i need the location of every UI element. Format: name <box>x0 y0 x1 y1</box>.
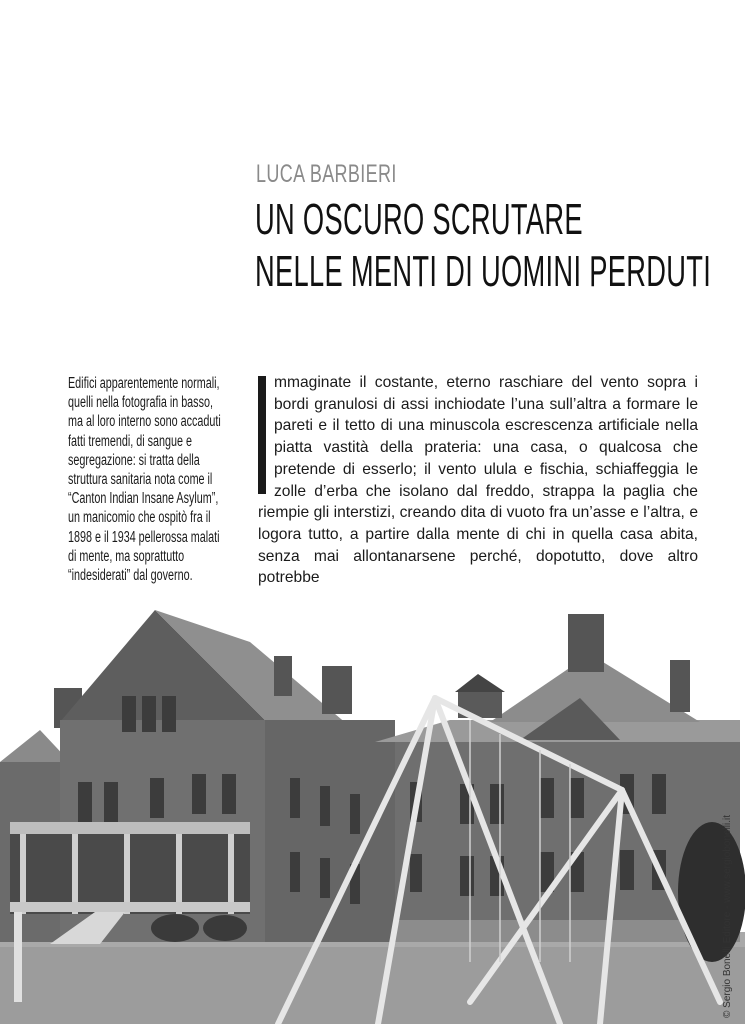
copyright-credit: © Sergio Bonelli Editore - www.sergiobonelli.it <box>722 814 733 1018</box>
drop-cap <box>258 376 266 494</box>
title-line-1: UN OSCURO SCRUTARE <box>255 195 583 244</box>
author-name: LUCA BARBIERI <box>256 160 397 188</box>
photo-caption: Edifici apparentemente normali, quelli nella fotografia in basso, ma al loro interno sono accaduti fatti tremendi, di sangue e segregazione: si tratta della struttura sanitaria nota come il “Canton Indian Insane Asylum”, un manicomio che ospitò fra il 1898 e il 1934 pellerossa malati di mente, ma soprattutto “indesiderati” dal governo. <box>68 375 221 585</box>
body-text: mmaginate il costante, eterno raschiare del vento sopra i bordi granulosi di assi inchiodate l’una sull’altra a formare le pareti e il tetto di una minuscola escrescenza artificiale nella piatta vastità della prateria: una casa, o qualcosa che pretende di esserlo; il vento ulula e fischia, schiaffeggia le zolle d’erba che isolano dal freddo, strappa la paglia che riempie gli interstizi, creando dita di vuoto fra un’asse e l’altra, e logora tutto, a partire dalla mente di chi in quella casa abita, senza mai allontanarsene perché, dopotutto, dove altro potrebbe <box>258 374 698 587</box>
title-line-2: NELLE MENTI DI UOMINI PERDUTI <box>255 247 712 296</box>
article-body <box>258 372 698 589</box>
asylum-photograph <box>0 602 745 1024</box>
article-title <box>255 194 711 298</box>
